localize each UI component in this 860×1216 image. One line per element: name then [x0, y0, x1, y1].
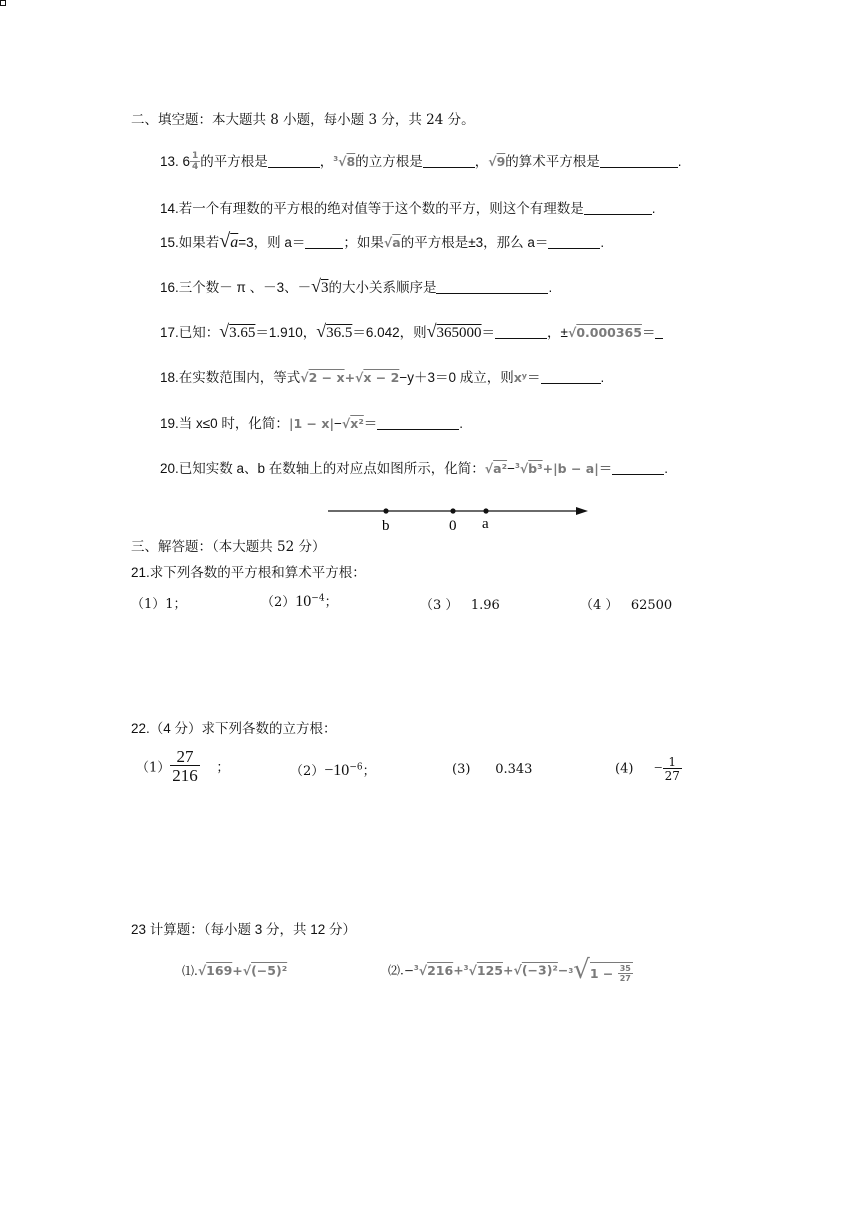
number-line: [320, 500, 595, 534]
q13-sqrt: √9: [488, 154, 506, 169]
q21-item-2: $(2)10^{-4}$；: [261, 593, 338, 610]
question-23-title: 23 计算题：（每小题 3 分，共 12 分）: [131, 922, 357, 937]
q15-radicand: a: [230, 234, 239, 251]
q13-blank-1[interactable]: [268, 153, 320, 168]
q16-sqrt-symbol: √: [311, 276, 321, 296]
q17-blank-1[interactable]: [495, 324, 547, 339]
q23-sqrt-169: √169: [197, 963, 233, 978]
q21-item-4: （4 ） 62500: [580, 598, 673, 613]
q21-item-3: （3 ） 1.96: [420, 598, 500, 613]
q13-blank-3[interactable]: [600, 153, 678, 168]
question-22-title: 22.（4 分）求下列各数的立方根：: [131, 721, 337, 736]
q15-blank-2[interactable]: [548, 234, 600, 249]
q20-absolute-value: |b − a|: [553, 461, 599, 476]
q19-absolute-value: |1 − x|: [288, 416, 335, 431]
q23-item-1: ⑴.√169+√(−5)²: [182, 963, 288, 978]
q13-mixed-fraction: $\frac{1}{4}$: [192, 151, 199, 173]
q17-radicand-2: 36.5: [326, 325, 353, 341]
question-13: 13. 6 $\frac{1}{4}$ 的平方根是 ，$^3$√8的立方根是 ，√9的算术平方根是 .: [160, 151, 682, 173]
q23-cbrt-216: $^3$√216: [413, 962, 454, 978]
q16-blank[interactable]: [436, 279, 548, 294]
question-15: 15.如果若√a=3，则 a＝ ；如果√a的平方根是±3，那么 a＝ .: [160, 230, 605, 252]
q13-blank-2[interactable]: [423, 153, 475, 168]
q22-item-3: (3) 0.343: [452, 762, 533, 777]
question-21-title: 21.求下列各数的平方根和算术平方根：: [131, 565, 366, 580]
q17-sqrt-4: √0.000365: [567, 325, 642, 340]
q15-sqrt-symbol: √: [219, 230, 231, 252]
q22-item-1: （1） $\frac{27}{216}$ ；: [136, 747, 230, 785]
q20-cube-root-b3: $^3$√b³: [514, 461, 543, 476]
q13-cube-root: $^3$√8: [333, 154, 356, 169]
point-b-dot: [383, 508, 388, 513]
q18-blank[interactable]: [541, 369, 601, 384]
q15-blank-1[interactable]: [305, 234, 343, 249]
q17-radicand-3: 365000: [436, 325, 482, 341]
q22-item-2: $(2)-10^{-6}$；: [290, 762, 376, 779]
label-b: b: [382, 518, 390, 534]
question-20: 20.已知实数 a、b 在数轴上的对应点如图所示，化简：√a²−$^3$√b³+|b − a|＝ .: [160, 461, 669, 476]
q16-radicand: 3: [320, 280, 329, 296]
q17-radicand-1: 3.65: [229, 325, 256, 341]
q23-sqrt-neg5-sq: √(−5)²: [242, 963, 288, 978]
q13-number: 13. 6: [160, 154, 191, 169]
question-19: 19.当 x≤0 时，化简：|1 − x|−√x²＝ .: [160, 416, 464, 431]
q19-blank[interactable]: [377, 415, 459, 430]
question-16: 16.三个数－ π 、－3、－√3的大小关系顺序是 .: [160, 276, 553, 296]
question-18: 18.在实数范围内，等式√2 − x+√x − 2−y＋3＝0 成立，则xʸ＝ .: [160, 370, 605, 385]
number-line-arrow: [576, 507, 588, 515]
q22-item-4: (4) − $\frac{1}{27}$: [615, 755, 680, 783]
section3-heading: 三、解答题：（本大题共 52 分）: [131, 539, 326, 555]
q23-item-2: ⑵.−$^3$√216+$^3$√125+√(−3)²−$^3$√ 1 − $\frac{35}{27}$: [388, 955, 631, 985]
q18-x-power-y: xʸ: [513, 370, 528, 385]
label-0: 0: [449, 518, 457, 534]
section2-heading: 二、填空题：本大题共 8 小题，每小题 3 分，共 24 分。: [131, 112, 475, 128]
q23-sqrt-neg3-sq: √(−3)²: [513, 962, 558, 978]
q17-blank-2[interactable]: [655, 324, 663, 339]
q20-blank[interactable]: [612, 460, 664, 475]
q22-fraction-27-216: $\frac{27}{216}$: [172, 747, 198, 785]
question-14: 14.若一个有理数的平方根的绝对值等于这个数的平方，则这个有理数是 .: [160, 201, 656, 216]
q20-sqrt-a2: √a²: [484, 461, 508, 476]
label-a: a: [482, 516, 489, 532]
point-a-dot: [483, 508, 488, 513]
point-0-dot: [450, 508, 455, 513]
q21-item-1: （1）1；: [131, 597, 187, 612]
q19-sqrt: √x²: [341, 416, 364, 431]
q22-fraction-1-27: $\frac{1}{27}$: [664, 755, 680, 783]
q23-cbrt-fraction: $^3$√ 1 − $\frac{35}{27}$: [568, 955, 631, 985]
q15-sqrt-a: √a: [383, 235, 401, 250]
page-corner-mark: [0, 0, 6, 6]
q23-cbrt-125: $^3$√125: [463, 962, 503, 978]
q18-sqrt-1: √2 − x: [300, 370, 345, 385]
question-17: 17.已知：√3.65＝1.910，√36.5＝6.042，则√365000＝ ，±√0.000365＝: [160, 321, 663, 342]
q14-blank[interactable]: [584, 200, 652, 215]
q18-sqrt-2: √x − 2: [355, 370, 400, 385]
